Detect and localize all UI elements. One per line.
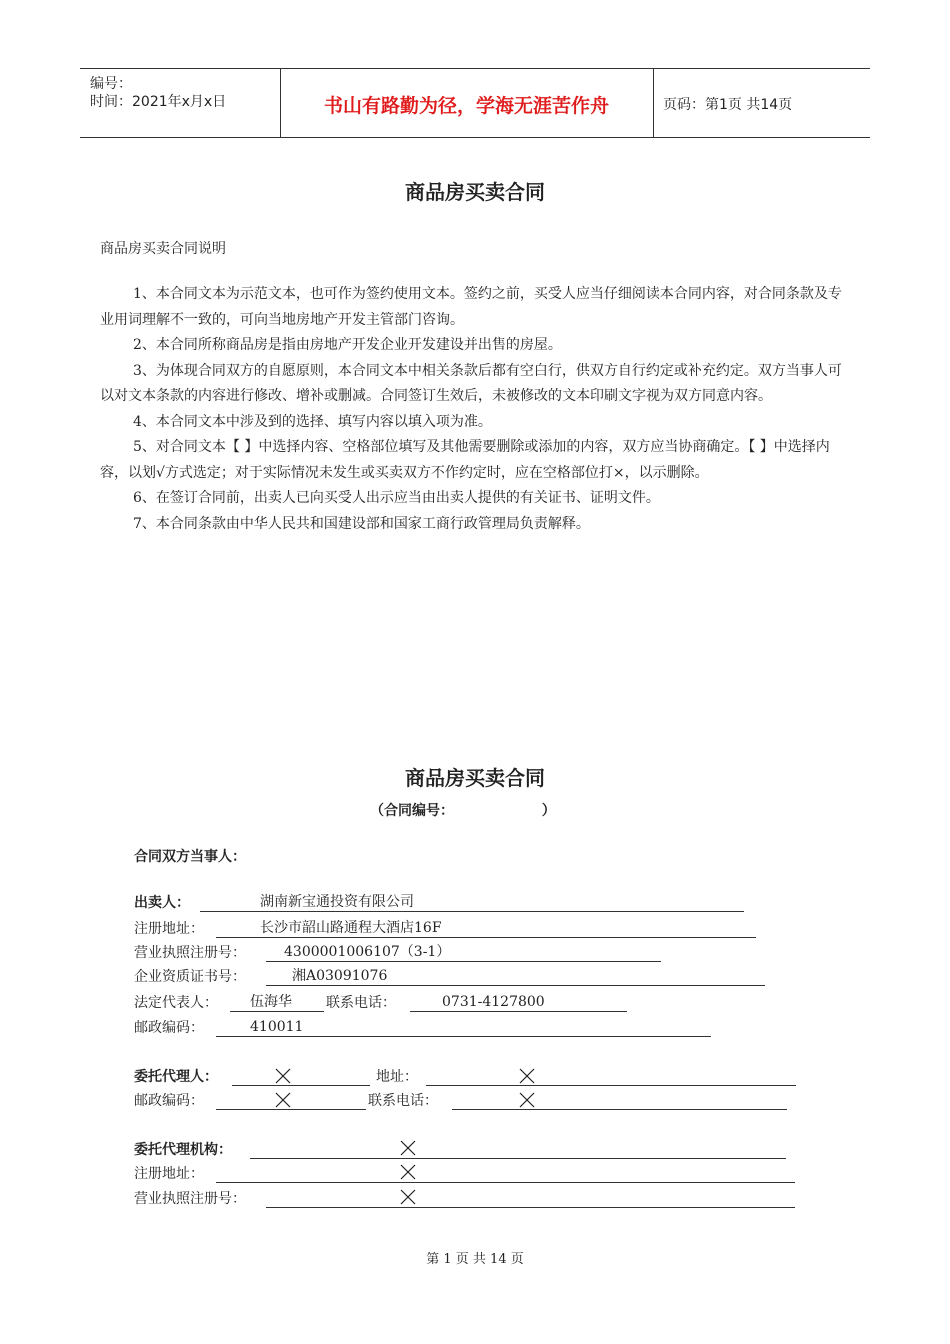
seller-postcode-label: 邮政编码： xyxy=(134,1020,204,1036)
seller-cert-field xyxy=(266,967,765,986)
page-info: 页码：第1页 共14页 xyxy=(663,97,793,113)
parties-label: 合同双方当事人： xyxy=(134,849,246,865)
agency-label: 委托代理机构： xyxy=(134,1142,232,1158)
page-footer: 第 1 页 共 14 页 xyxy=(426,1252,524,1267)
agency-license-label: 营业执照注册号： xyxy=(134,1191,246,1207)
header-motto-cell xyxy=(280,69,654,137)
instruction-item: 7、本合同条款由中华人民共和国建设部和国家工商行政管理局负责解释。 xyxy=(133,515,590,532)
agent-postcode-label: 邮政编码： xyxy=(134,1093,204,1109)
cross-mark-icon xyxy=(275,1092,291,1108)
agent-label: 委托代理人： xyxy=(134,1069,218,1085)
header-meta-cell xyxy=(80,69,281,137)
instruction-item: 1、本合同文本为示范文本，也可作为签约使用文本。签约之前，买受人应当仔细阅读本合同内容，对合同条款及专业用词理解不一致的，可向当地房地产开发主管部门咨询。 xyxy=(100,286,842,328)
cross-mark-icon xyxy=(519,1068,535,1084)
contract-title: 商品房买卖合同 xyxy=(405,766,545,790)
instruction-item: 5、对合同文本【 】中选择内容、空格部位填写及其他需要删除或添加的内容，双方应当协商确定。【 】中选择内容，以划√方式选定；对于实际情况未发生或买卖双方不作约定时，应在空格部位打×，以示删除。 xyxy=(100,439,830,481)
cross-mark-icon xyxy=(519,1092,535,1108)
agency-address-field xyxy=(216,1164,795,1183)
agent-address-field xyxy=(426,1067,796,1086)
seller-cert: 湘A03091076 xyxy=(292,968,388,984)
seller-name-field xyxy=(200,893,744,912)
agency-license-field xyxy=(266,1189,795,1208)
seller-license: 4300001006107（3-1） xyxy=(284,944,451,960)
agent-phone-field xyxy=(452,1091,787,1110)
header-table xyxy=(80,68,870,138)
seller-rep-field xyxy=(230,993,324,1012)
cross-mark-icon xyxy=(400,1140,416,1156)
seller-name: 湖南新宝通投资有限公司 xyxy=(260,894,414,910)
seller-address-field xyxy=(216,919,756,938)
agency-address-label: 注册地址： xyxy=(134,1166,204,1182)
instruction-item: 3、为体现合同双方的自愿原则，本合同文本中相关条款后都有空白行，供双方自行约定或补充约定。双方当事人可以对文本条款的内容进行修改、增补或删减。合同签订生效后，未被修改的文本印刷文字视为双方同意内容。 xyxy=(100,362,842,404)
instruction-item: 4、本合同文本中涉及到的选择、填写内容以填入项为准。 xyxy=(133,413,492,430)
agent-name-field xyxy=(232,1067,370,1086)
seller-phone: 0731-4127800 xyxy=(442,994,545,1010)
seller-phone-field xyxy=(410,993,627,1012)
cross-mark-icon xyxy=(400,1164,416,1180)
seller-address: 长沙市韶山路通程大酒店16F xyxy=(260,920,442,936)
header-page-cell xyxy=(653,69,870,137)
agent-address-label: 地址： xyxy=(376,1069,418,1085)
agent-phone-label: 联系电话： xyxy=(368,1093,438,1109)
instruction-item: 6、在签订合同前，出卖人已向买受人出示应当由出卖人提供的有关证书、证明文件。 xyxy=(133,490,660,506)
seller-postcode-field xyxy=(216,1018,711,1037)
seller-postcode: 410011 xyxy=(250,1019,304,1035)
cross-mark-icon xyxy=(275,1068,291,1084)
seller-phone-label: 联系电话： xyxy=(326,995,396,1011)
contract-number: （合同编号： ） xyxy=(370,803,556,819)
instruction-item: 2、本合同所称商品房是指由房地产开发企业开发建设并出售的房屋。 xyxy=(133,337,562,353)
agent-postcode-field xyxy=(216,1091,366,1110)
seller-rep-label: 法定代表人： xyxy=(134,995,218,1011)
agency-name-field xyxy=(250,1140,786,1159)
seller-cert-label: 企业资质证书号： xyxy=(134,969,246,985)
seller-license-field xyxy=(266,943,661,962)
time-label: 时间：2021年x月x日 xyxy=(90,94,227,110)
seller-license-label: 营业执照注册号： xyxy=(134,945,246,961)
motto: 书山有路勤为径，学海无涯苦作舟 xyxy=(323,95,609,117)
number-label: 编号： xyxy=(90,76,132,92)
seller-label: 出卖人： xyxy=(134,895,190,911)
instructions-subtitle: 商品房买卖合同说明 xyxy=(100,241,226,257)
instructions-body xyxy=(100,282,850,537)
cross-mark-icon xyxy=(400,1189,416,1205)
seller-address-label: 注册地址： xyxy=(134,921,204,937)
page-title: 商品房买卖合同 xyxy=(405,180,545,204)
seller-rep: 伍海华 xyxy=(250,994,292,1010)
